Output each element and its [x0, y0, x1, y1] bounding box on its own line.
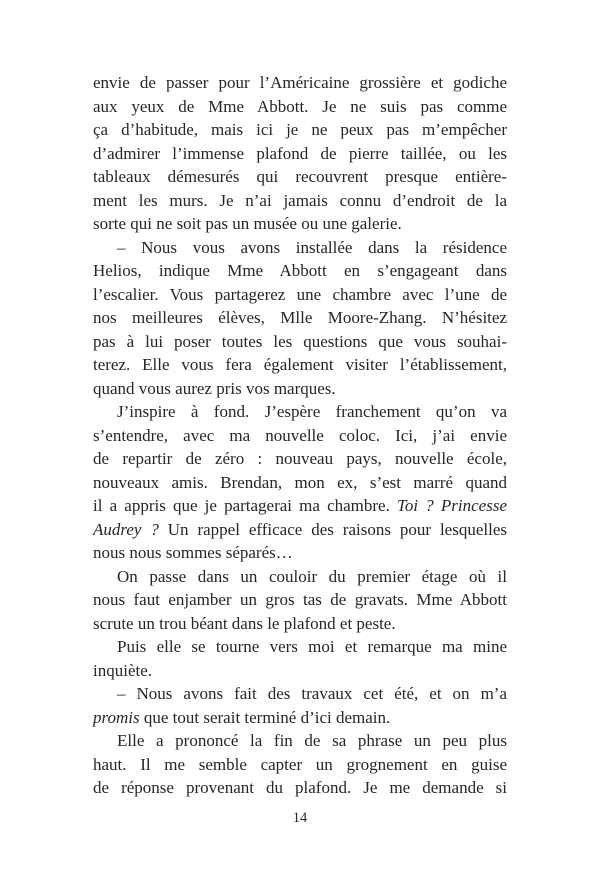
text-line [93, 189, 507, 213]
text-line [93, 71, 507, 95]
text-segment: – Nous vous avons installée dans la résidence [117, 237, 507, 257]
text-line [93, 729, 507, 753]
text-line [93, 165, 507, 189]
text-line [93, 612, 507, 636]
page-number: 14 [292, 810, 308, 826]
text-segment: nos meilleures élèves, Mlle Moore-Zhang. N’hésitez [93, 308, 507, 327]
text-line [93, 353, 507, 377]
text-line [93, 682, 507, 706]
text-line [93, 95, 507, 119]
text-line [93, 118, 507, 142]
text-line [93, 635, 507, 659]
text-segment: envie de passer pour l’Américaine grossière et godiche [93, 73, 507, 92]
text-segment: terez. Elle vous fera également visiter l’établissement, [93, 355, 507, 374]
text-line [93, 659, 507, 683]
text-segment: de repartir de zéro : nouveau pays, nouvelle école, [93, 449, 507, 468]
text-segment: – Nous avons fait des travaux cet été, et on m’a [117, 684, 507, 703]
text-segment: Elle a prononcé la fin de sa phrase un peu plus [117, 731, 507, 750]
italic-text-segment: promis [93, 707, 140, 727]
page-text-block [93, 71, 507, 800]
text-line [93, 565, 507, 589]
text-segment: nous nous sommes séparés… [93, 543, 293, 562]
text-segment: de réponse provenant du plafond. Je me demande si [93, 778, 507, 797]
text-segment: ça d’habitude, mais ici je ne peux pas m’empêcher [93, 120, 507, 139]
paragraph [93, 682, 507, 729]
text-segment: tableaux démesurés qui recouvrent presque entière- [93, 167, 507, 186]
text-segment: scrute un trou béant dans le plafond et peste. [93, 613, 396, 633]
text-line [93, 330, 507, 354]
text-segment: Un rappel efficace des raisons pour lesquelles [158, 519, 507, 539]
text-line [93, 212, 507, 236]
text-line [93, 753, 507, 777]
text-line [93, 447, 507, 471]
text-segment: nous faut enjamber un gros tas de gravats. Mme Abbott [93, 590, 507, 609]
text-line [93, 259, 507, 283]
italic-text-segment: Toi ? Princesse [397, 496, 507, 515]
text-segment: que tout serait terminé d’ici demain. [139, 707, 391, 727]
text-line [93, 377, 507, 401]
text-segment: ment les murs. Je n’ai jamais connu d’endroit de la [93, 190, 507, 210]
text-segment: pas à lui poser toutes les questions que vous souhai- [93, 331, 507, 351]
text-line [93, 776, 507, 800]
text-line [93, 471, 507, 495]
italic-text-segment: Audrey ? [93, 519, 159, 539]
paragraph [93, 635, 507, 682]
text-line [93, 142, 507, 166]
text-segment: l’escalier. Vous partagerez une chambre avec l’une de [93, 284, 507, 304]
text-segment: J’inspire à fond. J’espère franchement qu’on va [117, 402, 507, 421]
text-segment: inquiète. [93, 660, 153, 680]
text-segment: aux yeux de Mme Abbott. Je ne suis pas comme [93, 96, 507, 116]
text-line [93, 588, 507, 612]
paragraph [93, 236, 507, 401]
text-segment: Puis elle se tourne vers moi et remarque ma mine [117, 637, 507, 656]
text-line [93, 494, 507, 518]
paragraph [93, 400, 507, 565]
text-segment: d’admirer l’immense plafond de pierre taillée, ou les [93, 143, 507, 163]
text-line [93, 236, 507, 260]
text-line [93, 541, 507, 565]
text-line [93, 706, 507, 730]
text-segment: nouveaux amis. Brendan, mon ex, s’est marré quand [93, 472, 507, 492]
paragraph [93, 565, 507, 636]
text-segment: On passe dans un couloir du premier étage où il [117, 566, 507, 586]
text-segment: quand vous aurez pris vos marques. [93, 378, 336, 398]
paragraph [93, 71, 507, 236]
text-segment: s’entendre, avec ma nouvelle coloc. Ici, j’ai envie [93, 425, 507, 445]
text-line [93, 306, 507, 330]
paragraph [93, 729, 507, 800]
text-line [93, 424, 507, 448]
text-segment: sorte qui ne soit pas un musée ou une galerie. [93, 214, 402, 233]
text-segment: haut. Il me semble capter un grognement en guise [93, 754, 507, 774]
text-segment: il a appris que je partagerai ma chambre. [93, 496, 397, 515]
text-line [93, 283, 507, 307]
text-segment: Helios, indique Mme Abbott en s’engageant dans [93, 261, 507, 280]
text-line [93, 400, 507, 424]
text-line [93, 518, 507, 542]
